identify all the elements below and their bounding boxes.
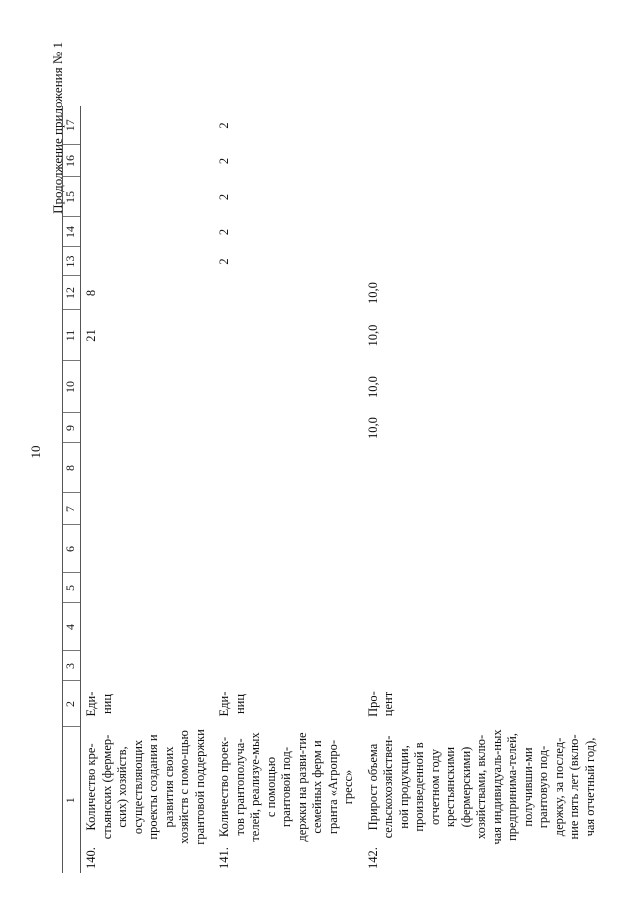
value-cell (363, 106, 605, 145)
column-header: 6 (63, 525, 81, 573)
value-cell (81, 145, 215, 177)
value-cell (214, 413, 363, 443)
value-cell: 2 (217, 258, 231, 265)
column-header: 17 (63, 106, 81, 145)
value-cell (363, 177, 605, 217)
column-header: 11 (63, 310, 81, 361)
value-cell (363, 525, 605, 573)
value-cell (214, 525, 363, 573)
value-cell: 10,0 (365, 376, 380, 398)
value-cell (81, 361, 215, 413)
value-cell (81, 106, 215, 145)
column-header: 16 (63, 145, 81, 177)
value-cell (81, 413, 215, 443)
appendix-title: Продолжение приложения № 1 (50, 42, 65, 214)
value-cell: 8 (84, 289, 98, 297)
value-cell: 10,0 (365, 324, 380, 347)
value-cell (214, 443, 363, 493)
column-header: 12 (63, 276, 81, 310)
value-cell (81, 247, 215, 276)
column-header: 15 (63, 177, 81, 217)
value-cell (81, 651, 215, 681)
value-cell (81, 573, 215, 603)
value-cell (363, 493, 605, 525)
unit-cell: Еди-ниц (217, 691, 247, 717)
indicator-name: Прирост объема сельскохозяйствен-ной продукции, произведенной в отчетном году крестьянскими (фермерскими) хозяйствами, вклю-чая индивидуаль-ных предпринима-телей, получивши-ми грантовую под-держку, за послед-ние пять лет (вклю-чая отчетный год), (365, 729, 597, 845)
indicator-cell (363, 727, 605, 873)
value-cell: 2 (217, 122, 231, 129)
value-cell (214, 493, 363, 525)
column-header: 2 (63, 681, 81, 727)
value-cell: 2 (217, 193, 231, 201)
value-cell (214, 603, 363, 651)
column-number-row (63, 106, 81, 873)
value-cell (363, 573, 605, 603)
value-cell (214, 361, 363, 413)
value-cell (214, 573, 363, 603)
indicators-table (62, 106, 604, 873)
value-cell (81, 177, 215, 217)
unit-cell: Про-цент (365, 691, 395, 717)
table-row (81, 106, 215, 873)
row-number: 140. (84, 847, 98, 869)
value-cell: 21 (84, 329, 98, 342)
column-header: 4 (63, 603, 81, 651)
column-header: 5 (63, 573, 81, 603)
table-row (214, 106, 363, 873)
unit-cell: Еди-ниц (84, 691, 114, 717)
column-header: 14 (63, 217, 81, 247)
row-number: 141. (217, 847, 231, 869)
value-cell (81, 525, 215, 573)
indicator-name: Количество проек-тов грантополуча-телей, реализуе-мых с помощью грантовой под-держки на разви-тие семейных ферм и гранта «Агропро-гресс» (217, 732, 355, 842)
column-header: 10 (63, 361, 81, 413)
value-cell (363, 443, 605, 493)
value-cell (81, 217, 215, 247)
value-cell: 10,0 (365, 417, 380, 439)
indicator-cell (81, 727, 215, 873)
row-number: 142. (365, 847, 380, 869)
indicator-name: Количество кре-стьянских (фермер-ских) хозяйств, осуществляющих проекты создания и развития своих хозяйств с помо-щью грантовой поддержки (84, 729, 207, 845)
value-cell (214, 651, 363, 681)
value-cell (81, 603, 215, 651)
value-cell (363, 217, 605, 247)
column-header: 7 (63, 493, 81, 525)
value-cell (363, 247, 605, 276)
table-row (363, 106, 605, 873)
column-header: 9 (63, 413, 81, 443)
value-cell: 10,0 (365, 282, 380, 304)
column-header: 13 (63, 247, 81, 276)
column-header: 8 (63, 443, 81, 493)
value-cell (214, 310, 363, 361)
value-cell (363, 651, 605, 681)
value-cell (363, 145, 605, 177)
value-cell: 2 (217, 157, 231, 165)
value-cell (363, 603, 605, 651)
value-cell (214, 276, 363, 310)
page-number: 10 (28, 445, 43, 459)
value-cell: 2 (217, 228, 231, 236)
column-header: 3 (63, 651, 81, 681)
indicator-cell (214, 727, 363, 873)
value-cell (81, 493, 215, 525)
value-cell (81, 443, 215, 493)
column-header: 1 (63, 727, 81, 873)
